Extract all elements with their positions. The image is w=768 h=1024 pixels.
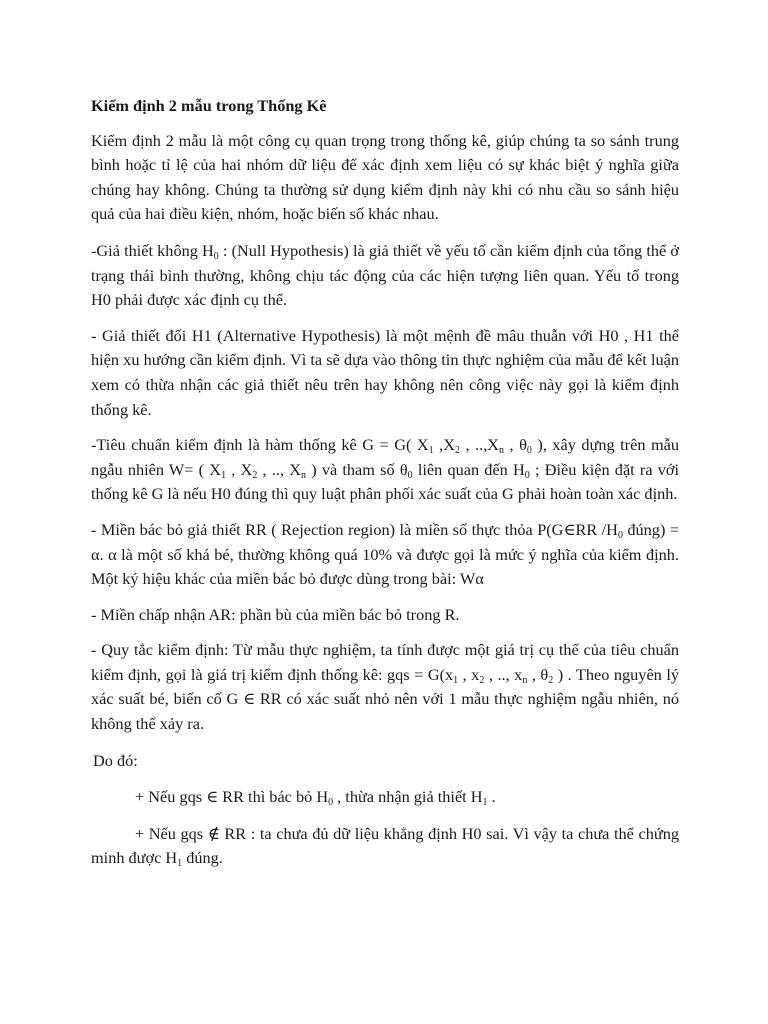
reject-case-paragraph: + Nếu gqs ∈ RR thì bác bỏ $H_0$ , thừa nhận giả thiết $H_1$ . [135, 787, 496, 809]
rejection-region-paragraph: - Miền bác bỏ giả thiết RR ( Rejection region) là miền số thực thỏa P(G∈RR $/H_0$ đúng) = α. α là một số khá bé, thường không quá 10% và được gọi là mức ý nghĩa của kiểm định. Một ký hiệu khác của miền bác bỏ được dùng trong bài: Wα [91, 519, 679, 589]
document-title: Kiểm định 2 mẫu trong Thống Kê [91, 96, 327, 115]
acceptance-region-paragraph: - Miền chấp nhận AR: phần bù của miền bác bỏ trong R. [91, 604, 460, 624]
alternative-hypothesis-paragraph: - Giả thiết đối H1 (Alternative Hypothesis) là một mệnh đề mâu thuẫn với H0 , H1 thể hiện xu hướng cần kiểm định. Vì ta sẽ dựa vào thông tin thực nghiệm của mẫu để kết luận xem có thừa nhận các giả thiết nêu trên hay không nên công việc này gọi là kiểm định thống kê. [91, 325, 679, 419]
null-hypothesis-paragraph: -Giả thiết không $H_0$ : (Null Hypothesis) là giả thiết về yếu tố cần kiểm định của tổng thể ở trạng thái bình thường, không chịu tác động của các hiện tượng liên quan. Yếu tố trong H0 phải được xác định cụ thể. [91, 240, 679, 310]
test-criterion-paragraph: -Tiêu chuẩn kiểm định là hàm thống kê G = G( $X_1$ $,X_2$ , $..,X_n$ , $\theta_0$ ), xây dựng trên mẫu ngẫu nhiên W= ( $X_1$ , $X_2$ , .., $X_n$ ) và tham số $\theta_0$ liên quan đến $H_0$ ; Điều kiện đặt ra với thống kê G là nếu H0 đúng thì quy luật phân phối xác suất của G phải hoàn toàn xác định. [91, 435, 680, 504]
not-reject-case-paragraph: + Nếu gqs ∉ RR : ta chưa đủ dữ liệu khẳng định H0 sai. Vì vậy ta chưa thể chứng minh được $H_1$ đúng. [91, 823, 679, 870]
therefore-label: Do đó: [93, 750, 138, 770]
document-body [91, 94, 679, 883]
test-rule-paragraph: - Quy tắc kiểm định: Từ mẫu thực nghiệm, ta tính được một giá trị cụ thể của tiêu chuẩn kiểm định, gọi là giá trị kiểm định thống kê: gqs = $G(x_1$ , $x_2$ , .., $x_n$ , $\theta_2$ ) . Theo nguyên lý xác suất bé, biến cố G ∈ RR có xác suất nhỏ nên với 1 mẫu thực nghiệm ngẫu nhiên, nó không thể xảy ra. [91, 640, 679, 734]
intro-paragraph: Kiểm định 2 mẫu là một công cụ quan trọng trong thống kê, giúp chúng ta so sánh trung bình hoặc tỉ lệ của hai nhóm dữ liệu để xác định xem liệu có sự khác biệt ý nghĩa giữa chúng hay không. Chúng ta thường sử dụng kiểm định này khi có nhu cầu so sánh hiệu quả của hai điều kiện, nhóm, hoặc biến số khác nhau. [91, 130, 679, 224]
